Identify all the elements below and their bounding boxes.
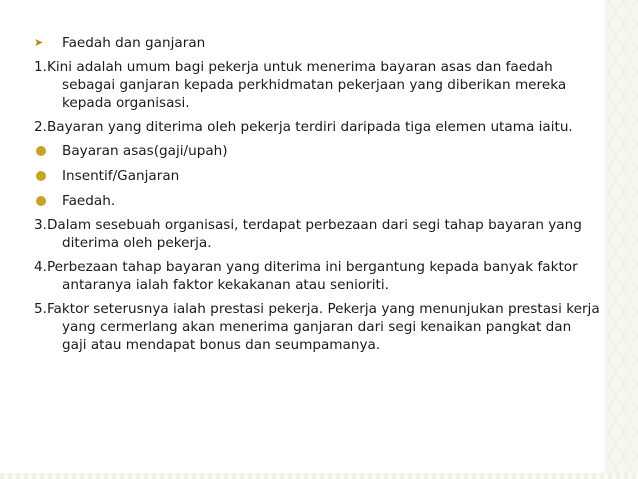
decorative-bottom-band bbox=[0, 473, 638, 479]
slide-body bbox=[34, 34, 600, 354]
round-bullet-icon bbox=[34, 142, 54, 160]
list-item-text: Bayaran asas(gaji/upah) bbox=[62, 143, 228, 159]
list-item-text: Faedah. bbox=[62, 193, 116, 209]
heading-bullet-text: Faedah dan ganjaran bbox=[62, 35, 206, 51]
paragraph-5: 5.Faktor seterusnya ialah prestasi pekerja. Pekerja yang menunjukan prestasi kerja yang cermerlang akan menerima ganjaran dari segi kenaikan pangkat dan gaji atau mendapat bonus dan seumpamanya. bbox=[34, 301, 600, 353]
round-bullet-icon bbox=[34, 192, 54, 210]
list-item-text: Insentif/Ganjaran bbox=[62, 168, 180, 184]
decorative-pattern-strip bbox=[608, 0, 638, 479]
list-item bbox=[34, 142, 600, 160]
paragraph-2: 2.Bayaran yang diterima oleh pekerja terdiri daripada tiga elemen utama iaitu. bbox=[34, 119, 573, 135]
list-item bbox=[34, 192, 600, 210]
round-bullet-icon bbox=[34, 167, 54, 185]
arrowhead-bullet-icon: ➤ bbox=[34, 36, 44, 49]
paragraph-4: 4.Perbezaan tahap bayaran yang diterima ini bergantung kepada banyak faktor antaranya ialah faktor kekakanan atau senioriti. bbox=[34, 259, 578, 293]
paragraph-3: 3.Dalam sesebuah organisasi, terdapat perbezaan dari segi tahap bayaran yang diterima oleh pekerja. bbox=[34, 217, 582, 251]
paragraph-1: 1.Kini adalah umum bagi pekerja untuk menerima bayaran asas dan faedah sebagai ganjaran kepada perkhidmatan pekerjaan yang diberikan mereka kepada organisasi. bbox=[34, 59, 567, 111]
list-item bbox=[34, 167, 600, 185]
heading-bullet-item bbox=[34, 34, 600, 52]
